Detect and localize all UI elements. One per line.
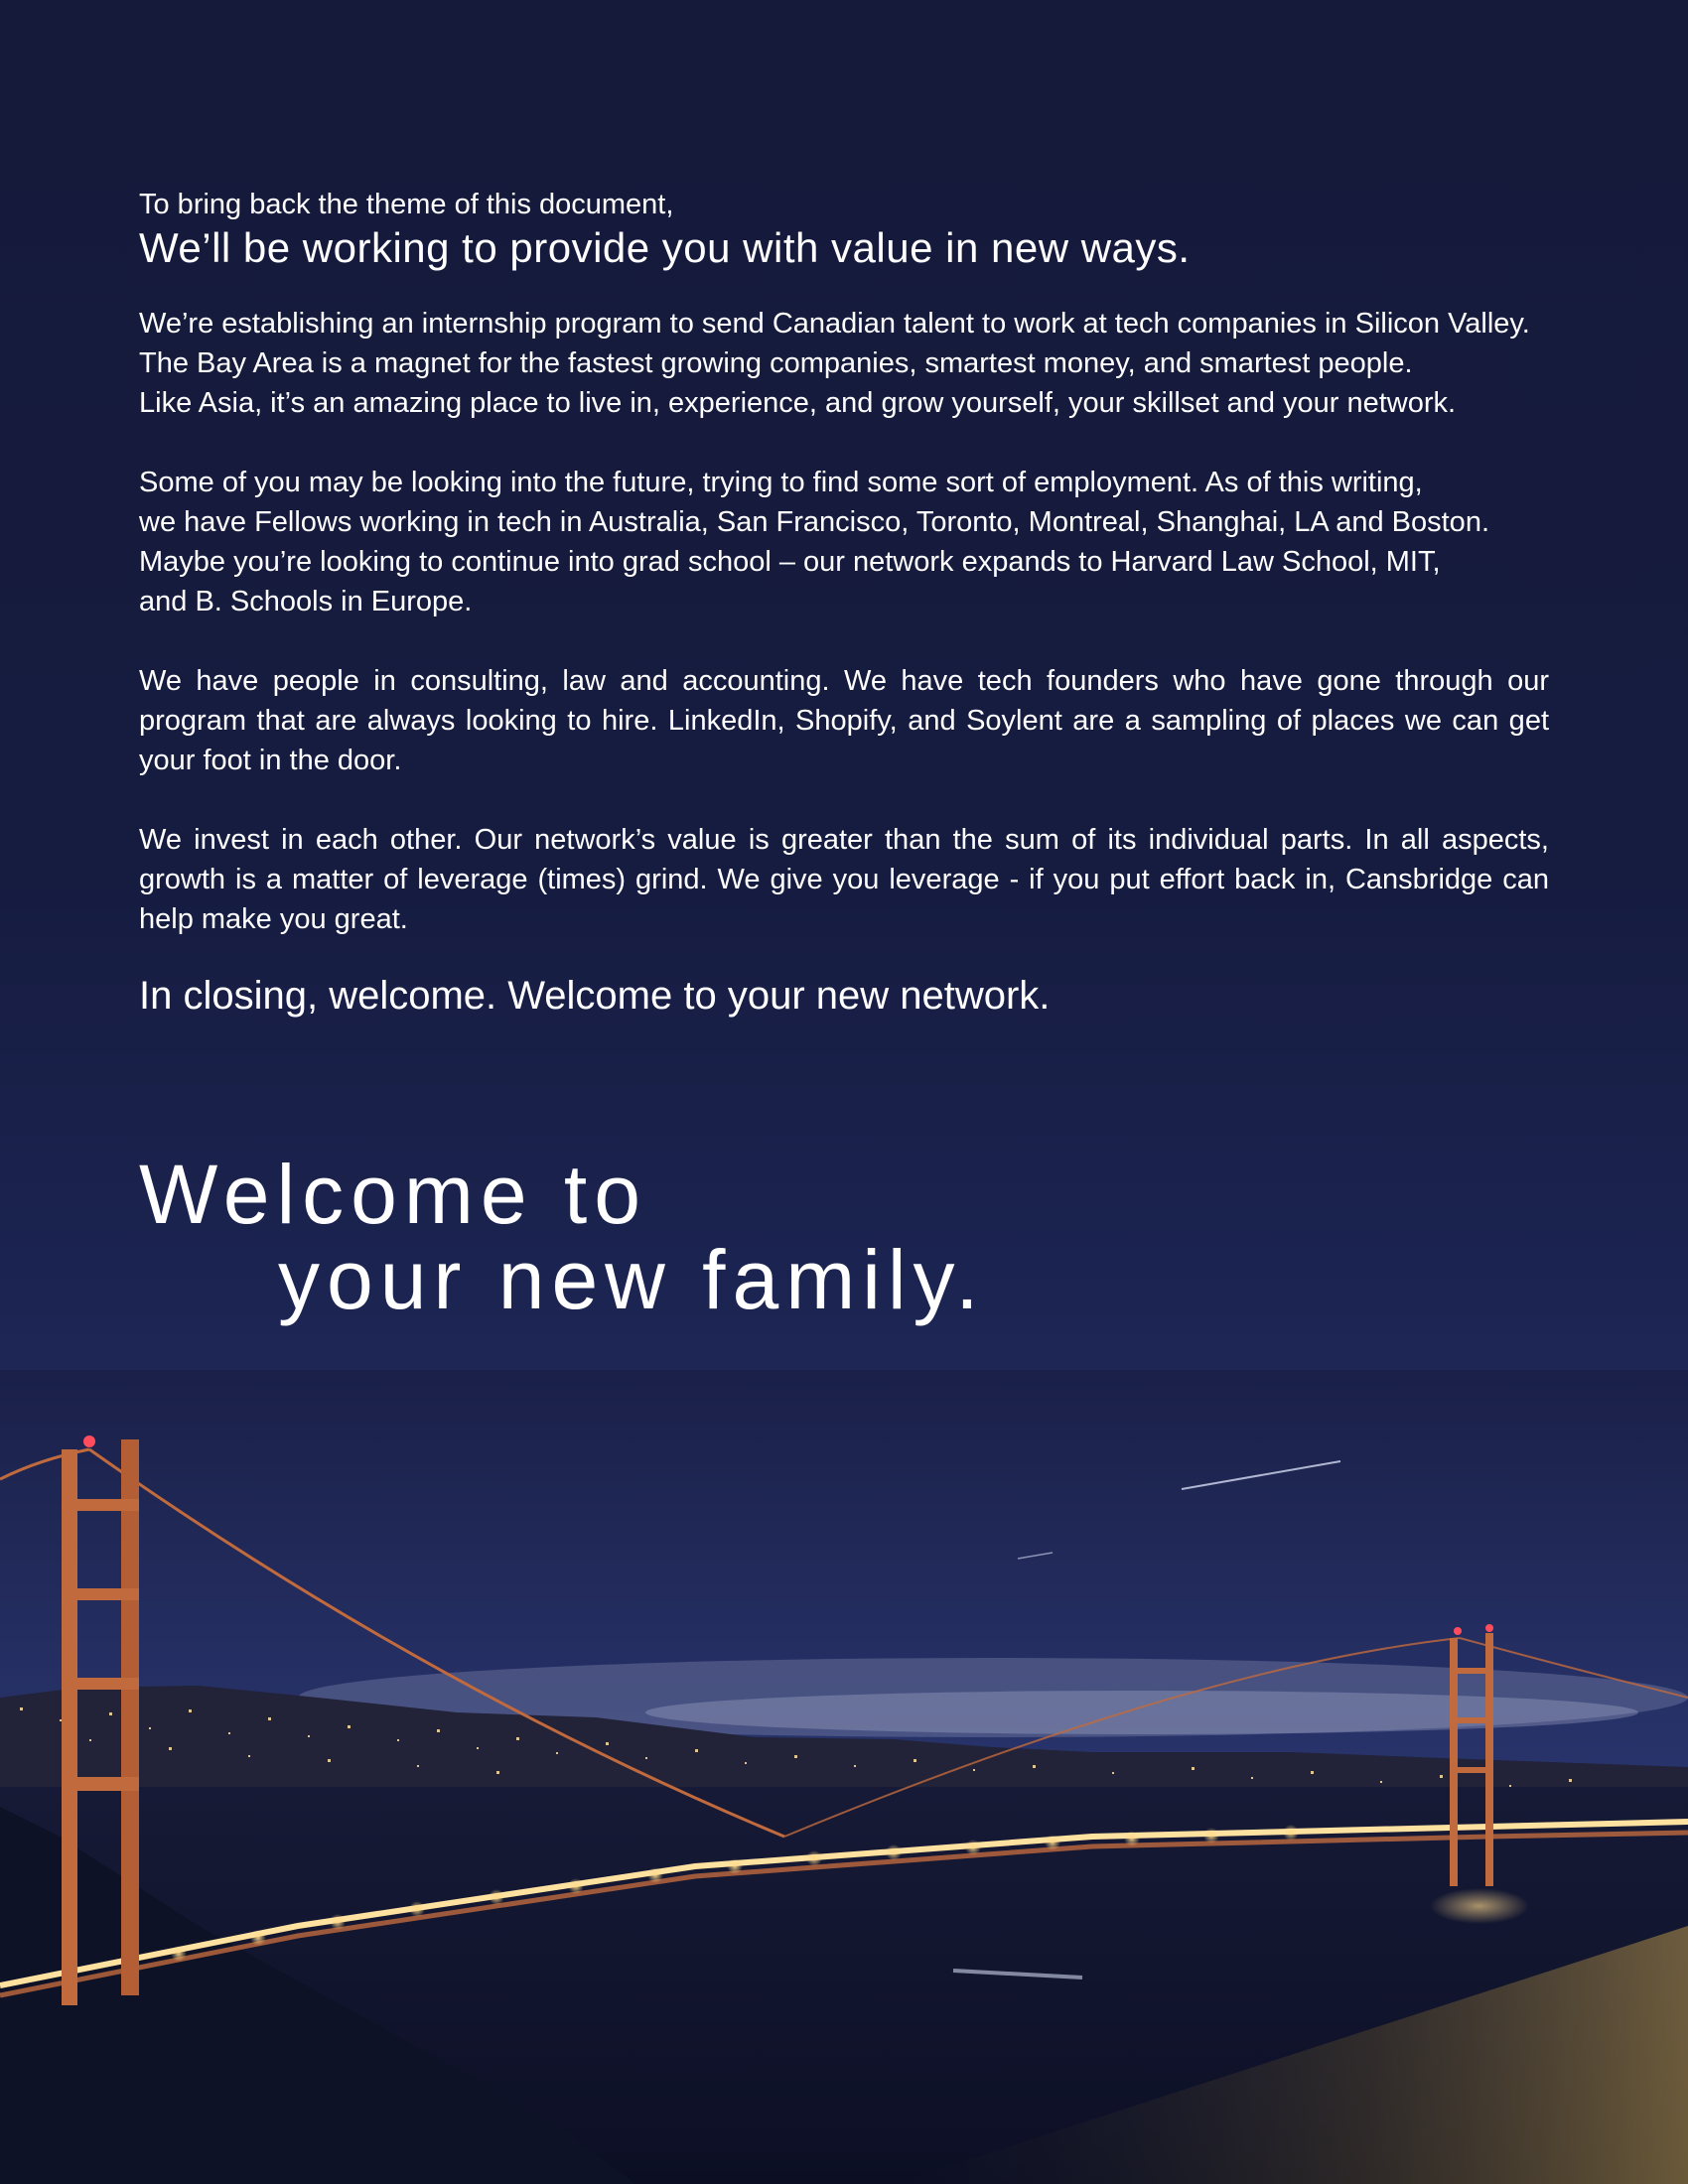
paragraph-line: We’re establishing an internship program to send Canadian talent to work at tech companies in Silicon Valley.: [139, 308, 1530, 340]
paragraph-leverage: We invest in each other. Our network’s value is greater than the sum of its individual parts. In all aspects, growth is a matter of leverage (times) grind. We give you leverage - if you put effort back in, Cansbridge can help make you great.: [139, 824, 1549, 935]
golden-gate-bridge-photo: [0, 1370, 1688, 2184]
tower-base-glow: [1430, 1888, 1529, 1924]
paragraph-line: Maybe you’re looking to continue into grad school – our network expands to Harvard Law School, MIT,: [139, 546, 1441, 578]
paragraph-line: Some of you may be looking into the future, trying to find some sort of employment. As of this writing,: [139, 467, 1423, 498]
paragraph-network-careers: We have people in consulting, law and accounting. We have tech founders who have gone through our program that are always looking to hire. LinkedIn, Shopify, and Soylent are a sampling of places we can get your foot in the door.: [139, 665, 1549, 776]
letter-body: [139, 187, 1549, 1021]
paragraph-line: we have Fellows working in tech in Australia, San Francisco, Toronto, Montreal, Shanghai, LA and Boston.: [139, 506, 1489, 538]
paragraph-internship: [139, 304, 1549, 423]
welcome-line-2: your new family.: [278, 1233, 986, 1326]
intro-line: To bring back the theme of this document,: [139, 189, 674, 220]
value-heading: We’ll be working to provide you with value in new ways.: [139, 224, 1191, 271]
paragraph-line: Like Asia, it’s an amazing place to live in, experience, and grow yourself, your skillset and your network.: [139, 387, 1457, 419]
paragraph-employment: [139, 463, 1549, 621]
closing-line: In closing, welcome. Welcome to your new network.: [139, 974, 1051, 1018]
welcome-headline: [139, 1148, 986, 1326]
paragraph-line: and B. Schools in Europe.: [139, 586, 473, 617]
paragraph-line: The Bay Area is a magnet for the fastest growing companies, smartest money, and smartest people.: [139, 347, 1413, 379]
welcome-line-1: Welcome to: [139, 1148, 647, 1241]
